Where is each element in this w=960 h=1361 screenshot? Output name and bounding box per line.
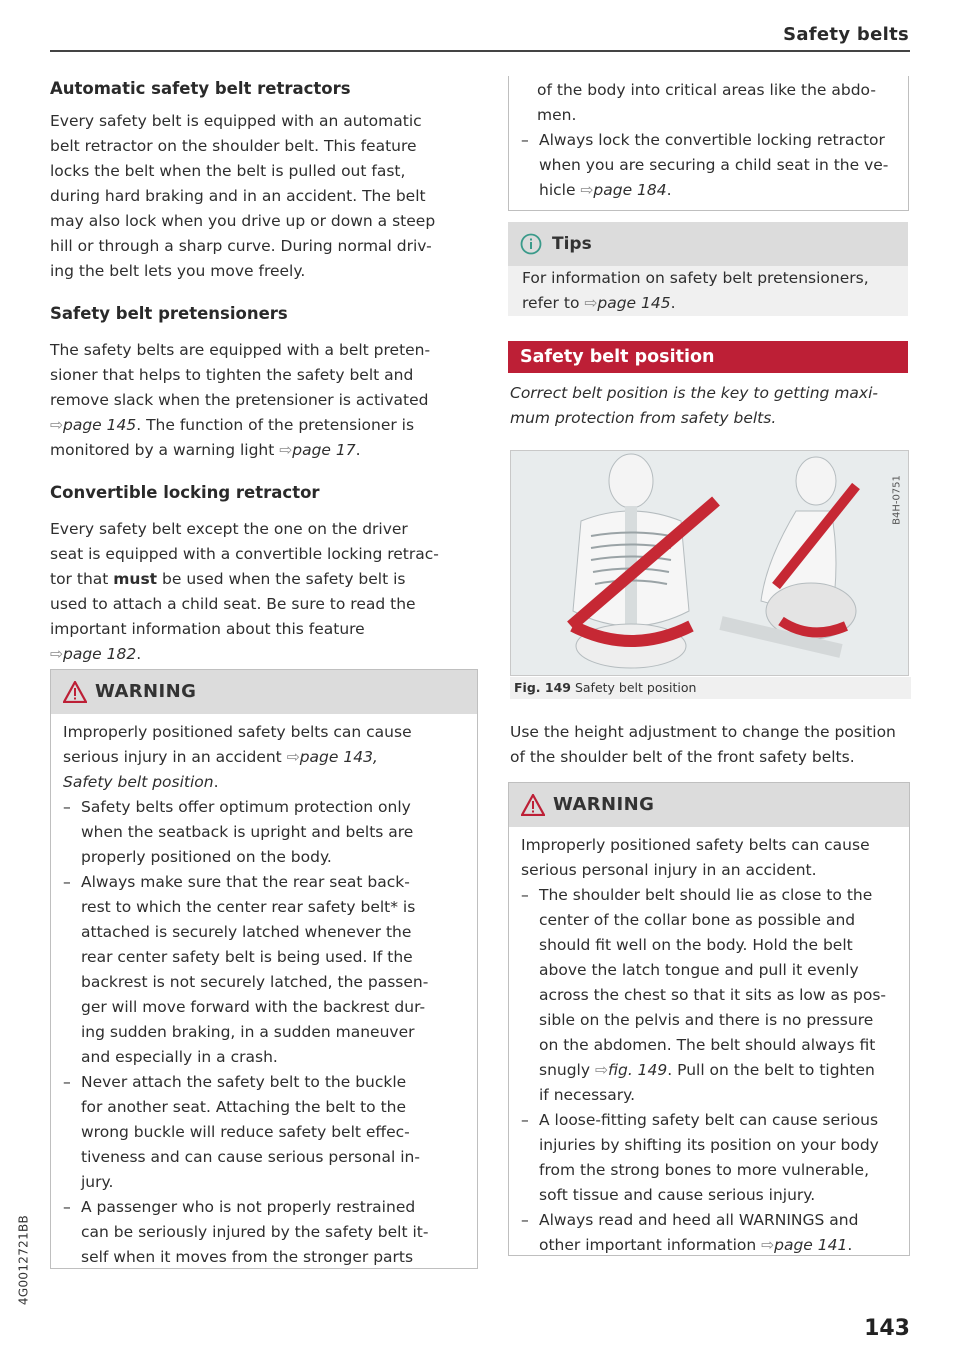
list-item	[63, 1195, 465, 1270]
body-text	[510, 720, 910, 770]
text-line: The safety belts are equipped with a belt preten-	[50, 341, 431, 359]
text-line: rest to which the center rear safety belt* is	[81, 898, 416, 916]
warning-box-left	[50, 669, 478, 1269]
text-line: sible on the pelvis and there is no pressure	[539, 1011, 874, 1029]
page-reference-link[interactable]: page 145	[63, 416, 137, 434]
arrow-right-icon: ⇨	[580, 181, 594, 199]
warning-triangle-icon	[63, 681, 87, 703]
text-fragment: monitored by a warning light	[50, 441, 280, 459]
text-line	[539, 178, 896, 203]
pretensioners-text	[50, 338, 480, 463]
page-reference-link[interactable]: page 145	[597, 294, 671, 312]
text-line	[63, 745, 465, 770]
warning-body	[51, 714, 477, 1274]
list-item	[521, 1108, 897, 1208]
left-column	[50, 76, 480, 667]
figure-code	[890, 465, 904, 535]
text-line: of the shoulder belt of the front safety belts.	[510, 748, 855, 766]
warning-header	[51, 670, 477, 714]
text-line: mum protection from safety belts.	[510, 409, 777, 427]
text-line: tiveness and can cause serious personal in-	[81, 1148, 420, 1166]
convertible-retractor-text	[50, 517, 480, 667]
text-line	[50, 438, 480, 463]
text-line: should fit well on the body. Hold the belt	[539, 936, 853, 954]
tips-body	[508, 266, 908, 316]
text-line: locks the belt when the belt is pulled out fast,	[50, 162, 406, 180]
text-line: hill or through a sharp curve. During normal driv-	[50, 237, 432, 255]
text-fragment: other important information	[539, 1236, 762, 1254]
text-line: – Safety belts offer optimum protection only	[81, 798, 411, 816]
text-line: – Never attach the safety belt to the buckle	[81, 1073, 407, 1091]
figure-reference-link[interactable]: fig. 149	[607, 1061, 668, 1079]
list-item	[521, 883, 897, 1108]
text-line	[50, 567, 480, 592]
text-fragment: . Pull on the belt to tighten	[667, 1061, 875, 1079]
text-line: attached is securely latched whenever the	[81, 923, 412, 941]
text-line: important information about this feature	[50, 620, 365, 638]
list-item	[63, 1070, 465, 1195]
figure-caption	[510, 677, 911, 699]
warning-label: WARNING	[95, 681, 197, 702]
page-reference-link[interactable]: page 182	[63, 645, 137, 663]
text-fragment: .	[213, 773, 219, 791]
text-fragment: .	[136, 645, 142, 663]
list-item	[521, 128, 896, 203]
warning-box-right	[508, 782, 910, 1256]
list-item	[521, 1208, 897, 1258]
text-fragment: hicle	[539, 181, 581, 199]
warning-body	[509, 76, 908, 207]
figure-code-text: B4H-0751	[891, 475, 903, 525]
text-line: used to attach a child seat. Be sure to read the	[50, 595, 416, 613]
list-item	[63, 795, 465, 870]
text-line: Improperly positioned safety belts can cause	[521, 836, 870, 854]
text-line: ger will move forward with the backrest dur-	[81, 998, 426, 1016]
text-line: for another seat. Attaching the belt to the	[81, 1098, 407, 1116]
text-line	[539, 1233, 897, 1258]
text-line: ing the belt lets you move freely.	[50, 262, 306, 280]
figure-label: Fig. 149	[514, 680, 571, 695]
text-line: Every safety belt except the one on the driver	[50, 520, 408, 538]
text-line: and especially in a crash.	[81, 1048, 278, 1066]
text-line: of the body into critical areas like the abdo-	[537, 81, 876, 99]
section-title-automatic-retractors: Automatic safety belt retractors	[50, 79, 351, 98]
text-line: backrest is not securely latched, the passen-	[81, 973, 429, 991]
tips-header	[508, 222, 908, 266]
tips-label: Tips	[552, 234, 592, 254]
text-line: self when it moves from the stronger parts	[81, 1248, 414, 1266]
text-line: above the latch tongue and pull it evenly	[539, 961, 859, 979]
text-line: properly positioned on the body.	[81, 848, 332, 866]
page-reference-link[interactable]: page 17	[292, 441, 356, 459]
page-header-title: Safety belts	[783, 24, 909, 45]
text-fragment: be used when the safety belt is	[157, 570, 406, 588]
text-line: Every safety belt is equipped with an automatic	[50, 112, 422, 130]
text-line: may also lock when you drive up or down a steep	[50, 212, 436, 230]
warning-box-continued	[508, 76, 909, 211]
document-id-text: 4G0012721BB	[16, 1214, 31, 1306]
text-line: rear center safety belt is being used. If the	[81, 948, 413, 966]
warning-header	[509, 783, 909, 827]
section-title-convertible-retractor: Convertible locking retractor	[50, 483, 320, 502]
text-line: serious personal injury in an accident.	[521, 861, 817, 879]
list-item	[63, 870, 465, 1070]
text-line: ing sudden braking, in a sudden maneuver	[81, 1023, 415, 1041]
arrow-right-icon: ⇨	[584, 294, 598, 312]
figure-149	[510, 450, 909, 676]
text-line: on the abdomen. The belt should always fit	[539, 1036, 876, 1054]
text-line: Use the height adjustment to change the position	[510, 723, 896, 741]
text-line: soft tissue and cause serious injury.	[539, 1186, 816, 1204]
arrow-right-icon: ⇨	[761, 1236, 775, 1254]
text-fragment: tor that	[50, 570, 114, 588]
text-line: – Always make sure that the rear seat back-	[81, 873, 410, 891]
text-line: wrong buckle will reduce safety belt effec-	[81, 1123, 410, 1141]
header-rule	[50, 50, 910, 52]
page-reference-link[interactable]: page 141	[774, 1236, 848, 1254]
arrow-right-icon: ⇨	[279, 441, 293, 459]
text-line: Correct belt position is the key to getting maxi-	[510, 384, 878, 402]
warning-label: WARNING	[553, 794, 655, 815]
text-fragment: .	[847, 1236, 853, 1254]
text-line: during hard braking and in an accident. The belt	[50, 187, 426, 205]
text-line: men.	[537, 106, 577, 124]
tips-box	[508, 222, 908, 316]
text-line	[539, 1058, 897, 1083]
text-line: when you are securing a child seat in the ve-	[539, 156, 889, 174]
text-line	[50, 413, 480, 438]
emphasis-text: must	[113, 570, 158, 588]
text-line: sioner that helps to tighten the safety belt and	[50, 366, 414, 384]
text-fragment: refer to	[522, 294, 585, 312]
section-reference[interactable]: Safety belt position	[63, 773, 214, 791]
figure-caption-text: Safety belt position	[574, 680, 697, 695]
info-circle-icon	[520, 233, 542, 255]
text-line: when the seatback is upright and belts are	[81, 823, 414, 841]
section-heading-safety-belt-position: Safety belt position	[508, 341, 908, 373]
text-line: can be seriously injured by the safety belt it-	[81, 1223, 429, 1241]
text-line: – A passenger who is not properly restrained	[81, 1198, 416, 1216]
text-fragment: .	[355, 441, 361, 459]
text-fragment: .	[670, 294, 676, 312]
section-title-pretensioners: Safety belt pretensioners	[50, 304, 288, 323]
text-line	[522, 291, 894, 316]
text-line: center of the collar bone as possible and	[539, 911, 856, 929]
text-fragment: snugly	[539, 1061, 595, 1079]
text-line	[50, 642, 480, 667]
warning-body	[509, 827, 909, 1262]
text-line: from the strong bones to more vulnerable,	[539, 1161, 870, 1179]
text-line: belt retractor on the shoulder belt. This feature	[50, 137, 417, 155]
safety-belt-position-illustration	[511, 451, 908, 675]
text-fragment: . The function of the pretensioner is	[136, 416, 415, 434]
text-line: if necessary.	[539, 1086, 636, 1104]
automatic-retractors-text	[50, 109, 480, 284]
arrow-right-icon: ⇨	[594, 1061, 608, 1079]
arrow-right-icon: ⇨	[50, 416, 63, 434]
page-reference-link[interactable]: page 143,	[299, 748, 378, 766]
arrow-right-icon: ⇨	[50, 645, 63, 663]
text-line: injuries by shifting its position on your body	[539, 1136, 879, 1154]
text-fragment: .	[666, 181, 672, 199]
page-number: 143	[864, 1316, 910, 1341]
text-line: – A loose-fitting safety belt can cause serious	[539, 1111, 879, 1129]
text-fragment: serious injury in an accident	[63, 748, 287, 766]
text-line: – The shoulder belt should lie as close to the	[539, 886, 873, 904]
text-line: seat is equipped with a convertible locking retrac-	[50, 545, 439, 563]
arrow-right-icon: ⇨	[286, 748, 300, 766]
text-line	[63, 770, 465, 795]
section-intro	[510, 381, 910, 431]
page-reference-link[interactable]: page 184	[593, 181, 667, 199]
text-line: jury.	[81, 1173, 114, 1191]
text-line: Improperly positioned safety belts can cause	[63, 723, 412, 741]
text-line: – Always lock the convertible locking retractor	[539, 131, 885, 149]
warning-triangle-icon	[521, 794, 545, 816]
text-line: remove slack when the pretensioner is activated	[50, 391, 429, 409]
text-line: – Always read and heed all WARNINGS and	[539, 1211, 859, 1229]
document-id	[4, 1200, 44, 1320]
text-line: For information on safety belt pretensioners,	[522, 269, 869, 287]
text-line: across the chest so that it sits as low as pos-	[539, 986, 886, 1004]
